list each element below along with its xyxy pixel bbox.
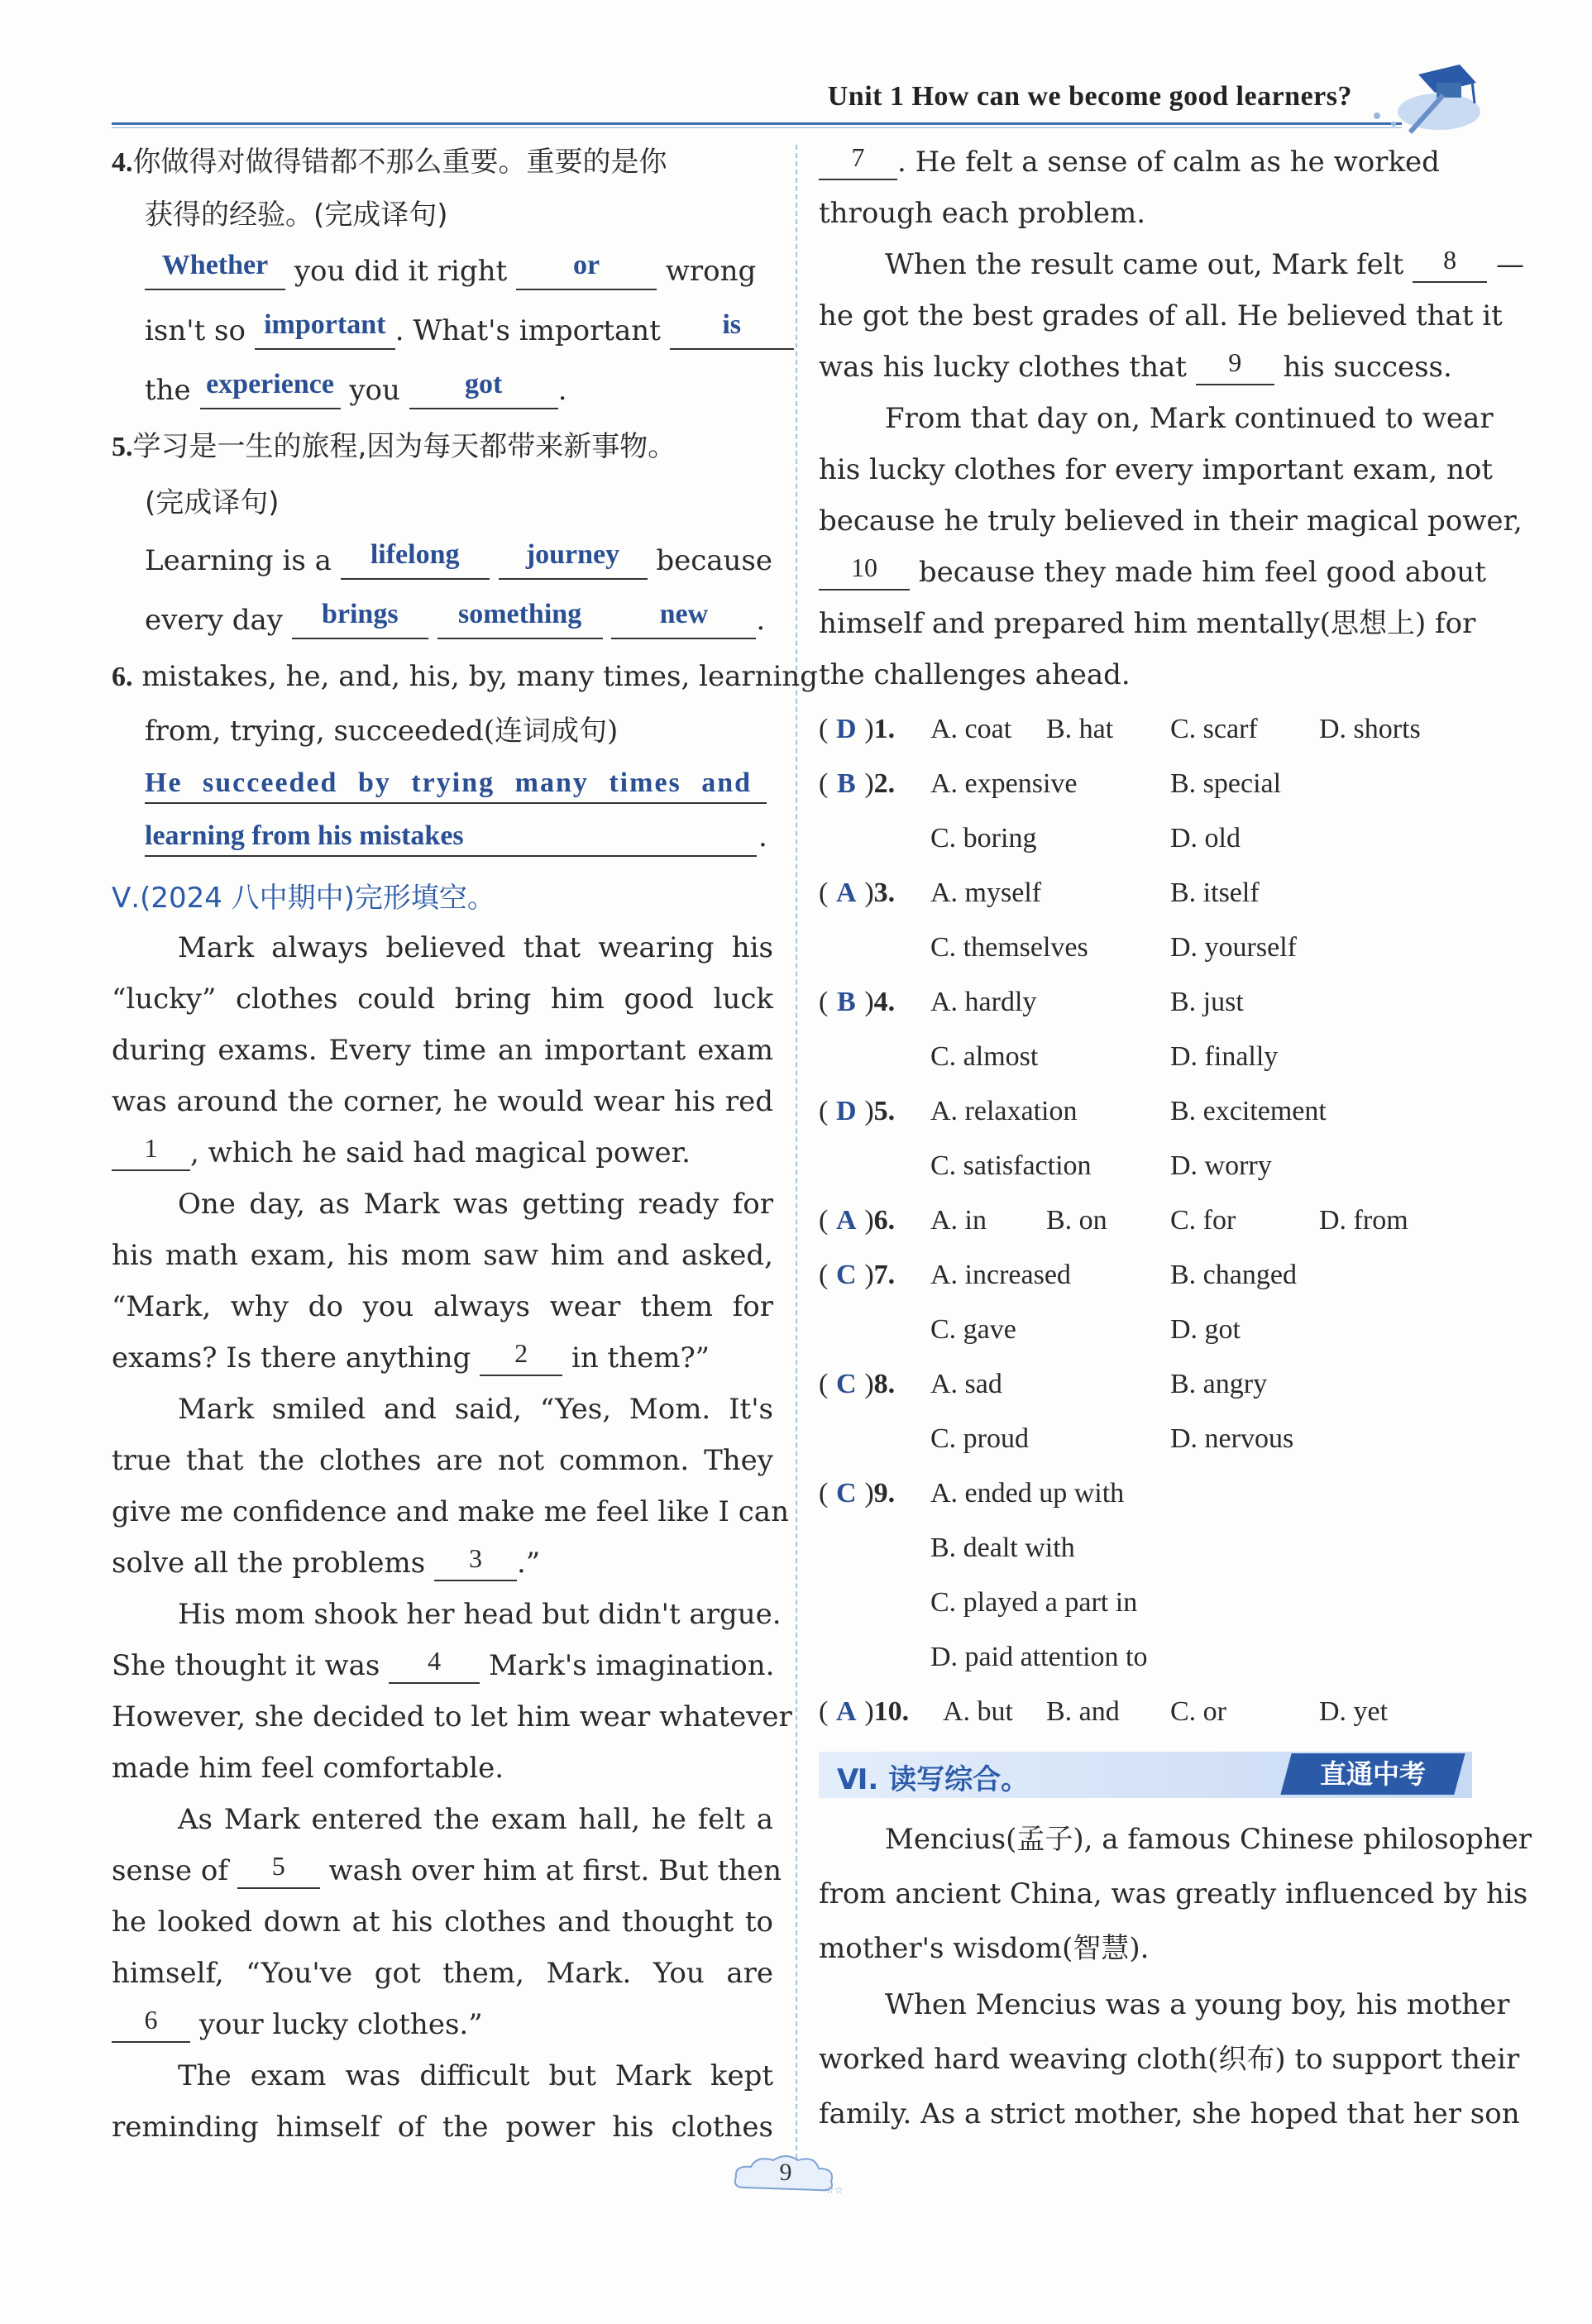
passage-line: His mom shook her head but didn't argue. bbox=[178, 1598, 782, 1631]
q5-blank-5[interactable]: new bbox=[611, 604, 756, 639]
answer-choice[interactable]: B bbox=[836, 987, 856, 1017]
q5-prompt-line2: (完成译句) bbox=[145, 486, 280, 519]
passage2-line: When Mencius was a young boy, his mother bbox=[885, 1988, 1510, 2021]
passage2-line: worked hard weaving cloth(织布) to support their bbox=[819, 2043, 1520, 2076]
cloze-blank-6[interactable]: 6 bbox=[112, 2008, 190, 2043]
q4-blank-6[interactable]: got bbox=[409, 374, 558, 409]
passage-line: 7 . He felt a sense of calm as he worked bbox=[819, 146, 1484, 180]
passage-line: the challenges ahead. bbox=[819, 658, 1131, 691]
q6-prompt-line2: from, trying, succeeded(连词成句) bbox=[145, 715, 619, 748]
option-row-5: ( D )5. A. relaxation B. excitement bbox=[819, 1096, 1327, 1126]
q4-answer-line1: Whether you did it right or wrong bbox=[145, 255, 773, 290]
option-row-4b: C. almost D. finally bbox=[930, 1041, 1279, 1072]
passage-line: during exams. Every time an important exam bbox=[112, 1034, 773, 1067]
q5-blank-3[interactable]: brings bbox=[292, 604, 428, 639]
option-row-6: ( A )6. A. in B. on C. for D. from bbox=[819, 1205, 1408, 1236]
passage-line: through each problem. bbox=[819, 197, 1146, 230]
q4-blank-1[interactable]: Whether bbox=[145, 255, 285, 290]
option-row-8b: C. proud D. nervous bbox=[930, 1423, 1294, 1454]
option-row-9c: C. played a part in bbox=[930, 1587, 1138, 1618]
passage-line: 10 because they made him feel good about bbox=[819, 556, 1486, 591]
unit-title: Unit 1 How can we become good learners? bbox=[827, 81, 1352, 112]
option-row-9d: D. paid attention to bbox=[930, 1642, 1148, 1672]
answer-choice[interactable]: B bbox=[836, 768, 856, 799]
option-row-2b: C. boring D. old bbox=[930, 823, 1241, 854]
q5-blank-2[interactable]: journey bbox=[499, 544, 648, 580]
q5-answer-line2: every day brings something new . bbox=[145, 604, 765, 639]
option-row-9: ( C )9. A. ended up with bbox=[819, 1478, 1125, 1509]
passage-line: he looked down at his clothes and thought to bbox=[112, 1906, 773, 1939]
cloze-blank-8[interactable]: 8 bbox=[1413, 248, 1487, 283]
passage2-line: Mencius(孟子), a famous Chinese philosopher bbox=[885, 1823, 1532, 1856]
cloze-blank-7[interactable]: 7 bbox=[819, 146, 897, 180]
q5-blank-1[interactable]: lifelong bbox=[341, 544, 490, 580]
answer-choice[interactable]: C bbox=[836, 1478, 857, 1509]
q6-prompt-line1: 6. mistakes, he, and, his, by, many times, learning bbox=[112, 660, 819, 693]
passage-line: his lucky clothes for every important exam, not bbox=[819, 453, 1493, 486]
q4-prompt-line2: 获得的经验。(完成译句) bbox=[145, 198, 448, 232]
page-header bbox=[112, 74, 1484, 132]
passage-line: solve all the problems 3 .” bbox=[112, 1543, 541, 1580]
passage-line: himself, “You've got them, Mark. You are bbox=[112, 1957, 773, 1990]
passage-line: “Mark, why do you always wear them for bbox=[112, 1290, 773, 1323]
svg-text:☆☆: ☆☆ bbox=[825, 2184, 844, 2196]
passage-line: because he truly believed in their magical power, bbox=[819, 504, 1523, 538]
answer-choice[interactable]: A bbox=[836, 1696, 857, 1727]
cloze-blank-5[interactable]: 5 bbox=[237, 1854, 320, 1889]
cloze-blank-4[interactable]: 4 bbox=[389, 1649, 480, 1684]
section-v-title: Ⅴ.(2024 八中期中)完形填空。 bbox=[112, 882, 495, 915]
q4-blank-4[interactable]: is bbox=[670, 314, 794, 350]
q5-blank-4[interactable]: something bbox=[437, 604, 603, 639]
passage-line: Mark smiled and said, “Yes, Mom. It's bbox=[178, 1393, 773, 1426]
section-vi-title: Ⅵ. 读写综合。 bbox=[837, 1763, 1030, 1796]
cloze-blank-3[interactable]: 3 bbox=[434, 1547, 517, 1581]
option-row-9b: B. dealt with bbox=[930, 1533, 1075, 1563]
option-row-8: ( C )8. A. sad B. angry bbox=[819, 1369, 1268, 1399]
passage-line: himself and prepared him mentally(思想上) for bbox=[819, 607, 1476, 640]
passage-line: As Mark entered the exam hall, he felt a bbox=[178, 1803, 773, 1836]
option-row-2: ( B )2. A. expensive B. special bbox=[819, 768, 1282, 799]
option-row-5b: C. satisfaction D. worry bbox=[930, 1150, 1272, 1181]
page-number: 9 bbox=[779, 2159, 792, 2186]
cloze-blank-10[interactable]: 10 bbox=[819, 556, 910, 591]
passage2-line: mother's wisdom(智慧). bbox=[819, 1932, 1150, 1965]
header-rule bbox=[112, 122, 1402, 125]
answer-choice[interactable]: A bbox=[836, 1205, 857, 1236]
graduation-cap-icon bbox=[1360, 58, 1484, 141]
header-rule-thin bbox=[112, 127, 1402, 128]
option-row-1: ( D )1. A. coat B. hat C. scarf D. shorts bbox=[819, 714, 1421, 744]
q4-blank-5[interactable]: experience bbox=[200, 374, 341, 409]
passage-line: When the result came out, Mark felt 8 — bbox=[885, 245, 1524, 281]
passage-line: made him feel comfortable. bbox=[112, 1752, 504, 1785]
cloze-blank-2[interactable]: 2 bbox=[480, 1341, 562, 1376]
passage-line: he got the best grades of all. He believed that it bbox=[819, 299, 1503, 332]
passage-line: She thought it was 4 Mark's imagination. bbox=[112, 1646, 775, 1682]
option-row-4: ( B )4. A. hardly B. just bbox=[819, 987, 1244, 1017]
answer-choice[interactable]: D bbox=[836, 714, 857, 744]
page-footer bbox=[728, 2150, 844, 2200]
passage2-line: family. As a strict mother, she hoped that her son bbox=[819, 2097, 1520, 2130]
q6-answer-line2[interactable]: learning from his mistakes bbox=[145, 819, 757, 857]
q4-answer-line3: the experience you got . bbox=[145, 374, 567, 409]
option-row-3b: C. themselves D. yourself bbox=[930, 932, 1297, 963]
passage-line: true that the clothes are not common. They bbox=[112, 1444, 773, 1477]
passage-line: exams? Is there anything 2 in them?” bbox=[112, 1338, 710, 1375]
passage-line: reminding himself of the power his clothes bbox=[112, 2111, 773, 2144]
passage-line: was his lucky clothes that 9 his success. bbox=[819, 347, 1452, 384]
passage-line: However, she decided to let him wear whatever bbox=[112, 1700, 792, 1733]
answer-choice[interactable]: C bbox=[836, 1369, 857, 1399]
option-row-7b: C. gave D. got bbox=[930, 1314, 1241, 1345]
exam-badge: 直通中考 bbox=[1280, 1753, 1465, 1795]
option-row-7: ( C )7. A. increased B. changed bbox=[819, 1260, 1297, 1290]
answer-choice[interactable]: C bbox=[836, 1260, 857, 1290]
q5-prompt-line1: 5.学习是一生的旅程,因为每天都带来新事物。 bbox=[112, 430, 676, 463]
answer-choice[interactable]: A bbox=[836, 877, 857, 908]
column-divider bbox=[796, 145, 797, 2183]
passage-line: 1 , which he said had magical power. bbox=[112, 1136, 691, 1171]
cloze-blank-9[interactable]: 9 bbox=[1196, 351, 1274, 385]
answer-choice[interactable]: D bbox=[836, 1096, 857, 1126]
q4-prompt-line1: 4.你做得对做得错都不那么重要。重要的是你 bbox=[112, 146, 667, 179]
passage-line: Mark always believed that wearing his bbox=[178, 931, 773, 964]
passage2-line: from ancient China, was greatly influenced by his bbox=[819, 1877, 1528, 1910]
passage-line: 6 your lucky clothes.” bbox=[112, 2008, 483, 2043]
q6-period: . bbox=[758, 820, 767, 854]
q5-answer-line1: Learning is a lifelong journey because bbox=[145, 544, 772, 580]
q6-answer-line1[interactable]: He succeeded by trying many times and bbox=[145, 766, 767, 804]
cloze-blank-1[interactable]: 1 bbox=[112, 1136, 190, 1171]
option-row-10: ( A )10. A. but B. and C. or D. yet bbox=[819, 1696, 1389, 1727]
section-vi-banner bbox=[819, 1752, 1472, 1798]
q4-answer-line2: isn't so important . What's important is bbox=[145, 314, 794, 350]
passage-line: The exam was difficult but Mark kept bbox=[178, 2059, 773, 2092]
option-row-3: ( A )3. A. myself B. itself bbox=[819, 877, 1260, 908]
q4-blank-2[interactable]: or bbox=[516, 255, 657, 290]
passage-line: sense of 5 wash over him at first. But then bbox=[112, 1851, 782, 1887]
passage-line: From that day on, Mark continued to wear bbox=[885, 402, 1494, 435]
q4-blank-3[interactable]: important bbox=[255, 314, 395, 350]
passage-line: One day, as Mark was getting ready for bbox=[178, 1188, 773, 1221]
passage-line: give me confidence and make me feel like I can bbox=[112, 1495, 789, 1528]
passage-line: “lucky” clothes could bring him good luck bbox=[112, 983, 773, 1016]
passage-line: his math exam, his mom saw him and asked, bbox=[112, 1239, 773, 1272]
passage-line: was around the corner, he would wear his red bbox=[112, 1085, 773, 1118]
